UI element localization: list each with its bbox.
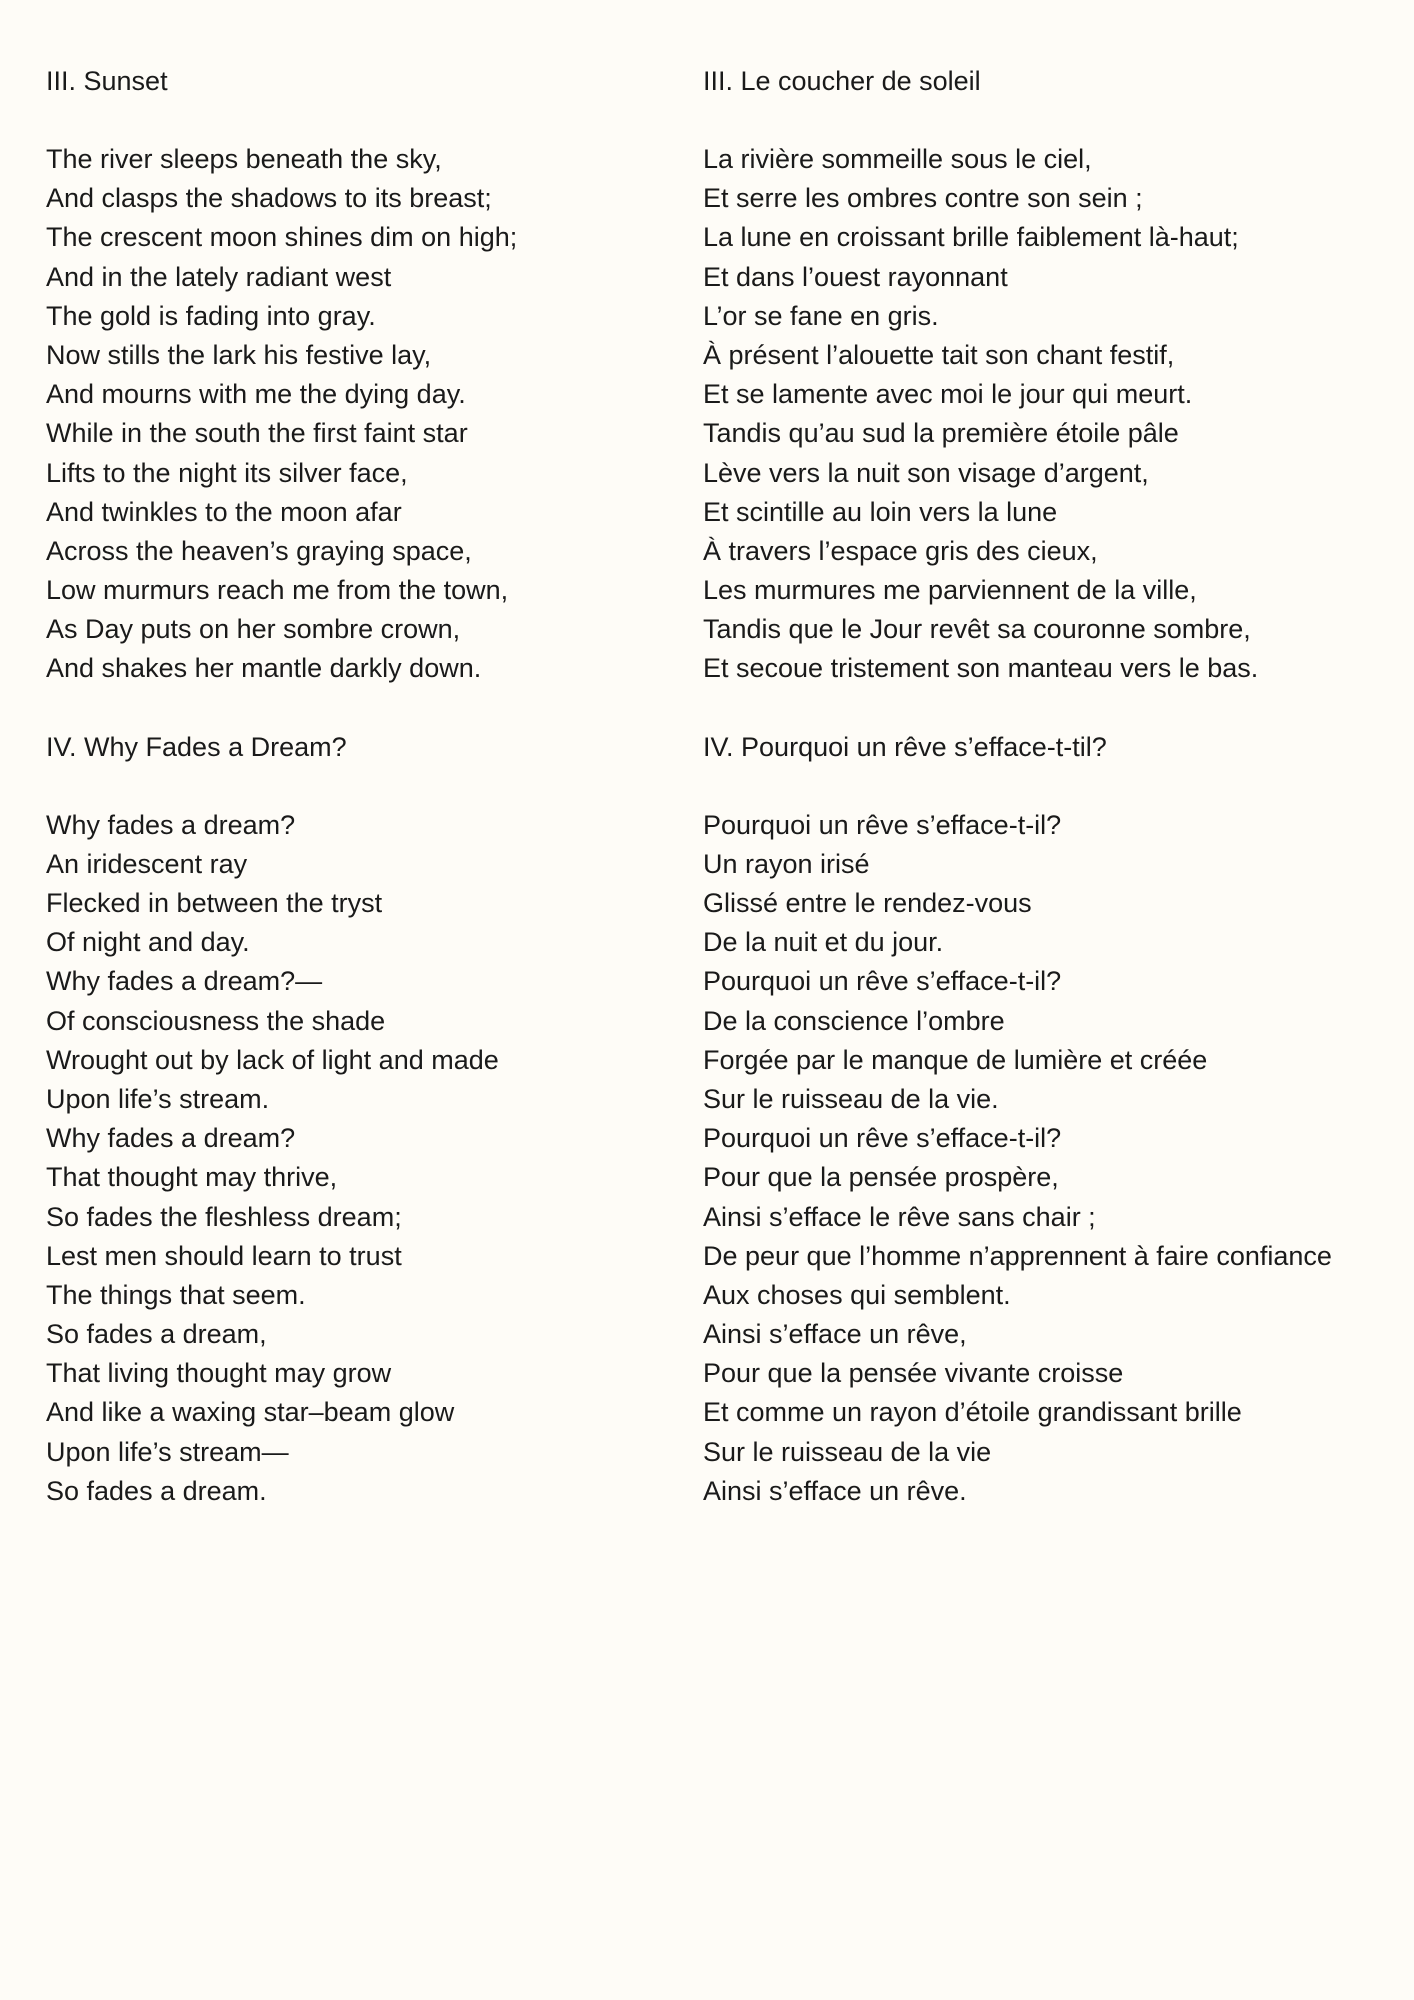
poem-line: That thought may thrive,: [46, 1162, 338, 1193]
poem-lines: [46, 806, 646, 1511]
poem-line: Why fades a dream?: [46, 1123, 296, 1154]
poem-line: So fades a dream.: [46, 1475, 267, 1506]
poem-line: Les murmures me parviennent de la ville,: [703, 575, 1197, 606]
poem-line: Now stills the lark his festive lay,: [46, 339, 432, 370]
poem-line: Lest men should learn to trust: [46, 1240, 402, 1271]
poem-line: That living thought may grow: [46, 1358, 392, 1389]
poem-section-sunset: [46, 62, 646, 689]
poem-line: Ainsi s’efface le rêve sans chair ;: [703, 1201, 1096, 1232]
poem-line: And twinkles to the moon afar: [46, 496, 402, 527]
poem-line: Tandis que le Jour revêt sa couronne sombre,: [703, 614, 1251, 645]
poem-lines: [703, 140, 1403, 689]
poem-line: La rivière sommeille sous le ciel,: [703, 144, 1092, 174]
poem-line: Pourquoi un rêve s’efface-t-il?: [703, 809, 1062, 840]
poem-line: So fades a dream,: [46, 1319, 267, 1350]
poem-line: Glissé entre le rendez-vous: [703, 888, 1032, 918]
poem-line: Et secoue tristement son manteau vers le bas.: [703, 653, 1259, 684]
poem-line: Un rayon irisé: [703, 848, 870, 879]
poem-line: Pour que la pensée prospère,: [703, 1162, 1059, 1193]
poem-line: Ainsi s’efface un rêve,: [703, 1319, 967, 1350]
poem-line: And shakes her mantle darkly down.: [46, 653, 482, 684]
poem-line: Pour que la pensée vivante croisse: [703, 1358, 1124, 1389]
poem-line: The gold is fading into gray.: [46, 300, 376, 331]
poem-line: Pourquoi un rêve s’efface-t-il?: [703, 1123, 1062, 1154]
poem-section-pourquoi-un-reve: [703, 728, 1403, 1511]
poem-section-why-fades-a-dream: [46, 728, 646, 1511]
poem-line: Of consciousness the shade: [46, 1005, 386, 1036]
poem-line: Sur le ruisseau de la vie.: [703, 1083, 999, 1114]
poem-line: Forgée par le manque de lumière et créée: [703, 1044, 1208, 1075]
poem-line: Lève vers la nuit son visage d’argent,: [703, 457, 1149, 488]
poem-line: De peur que l’homme n’apprennent à faire confiance: [703, 1240, 1332, 1271]
poem-line: Why fades a dream?: [46, 809, 296, 840]
poem-line: De la nuit et du jour.: [703, 927, 944, 958]
poem-line: And mourns with me the dying day.: [46, 379, 466, 410]
poem-line: As Day puts on her sombre crown,: [46, 614, 461, 645]
poem-line: So fades the fleshless dream;: [46, 1201, 402, 1232]
poem-line: Et dans l’ouest rayonnant: [703, 261, 1008, 292]
poem-line: Low murmurs reach me from the town,: [46, 575, 509, 606]
poem-line: Sur le ruisseau de la vie: [703, 1436, 992, 1467]
section-title: IV. Pourquoi un rêve s’efface-t-til?: [703, 731, 1107, 762]
poem-line: Upon life’s stream.: [46, 1083, 270, 1114]
poem-line: Wrought out by lack of light and made: [46, 1044, 499, 1075]
poem-line: Et serre les ombres contre son sein ;: [703, 183, 1143, 214]
poem-line: And in the lately radiant west: [46, 261, 392, 292]
poem-line: Upon life’s stream—: [46, 1436, 289, 1467]
section-title: IV. Why Fades a Dream?: [46, 731, 347, 762]
poem-line: De la conscience l’ombre: [703, 1005, 1005, 1036]
poem-line: Et scintille au loin vers la lune: [703, 496, 1058, 527]
poem-line: Of night and day.: [46, 927, 250, 958]
poem-line: Flecked in between the tryst: [46, 888, 383, 918]
poem-lines: [46, 140, 646, 689]
poem-line: Et se lamente avec moi le jour qui meurt.: [703, 379, 1193, 410]
poem-line: Aux choses qui semblent.: [703, 1279, 1011, 1310]
poem-line: Lifts to the night its silver face,: [46, 457, 408, 488]
poem-line: Ainsi s’efface un rêve.: [703, 1475, 967, 1506]
poem-line: L’or se fane en gris.: [703, 300, 939, 331]
poem-line: While in the south the first faint star: [46, 418, 468, 449]
poem-lines: [703, 806, 1403, 1511]
poem-line: The crescent moon shines dim on high;: [46, 222, 518, 253]
poem-line: Tandis qu’au sud la première étoile pâle: [703, 418, 1179, 449]
english-column: [46, 62, 646, 1511]
poem-line: Et comme un rayon d’étoile grandissant brille: [703, 1397, 1242, 1428]
poem-line: The things that seem.: [46, 1279, 306, 1310]
section-title: III. Sunset: [46, 66, 168, 96]
poem-line: À travers l’espace gris des cieux,: [703, 535, 1098, 566]
poem-line: And like a waxing star–beam glow: [46, 1397, 455, 1428]
poem-line: And clasps the shadows to its breast;: [46, 183, 492, 214]
poem-line: Pourquoi un rêve s’efface-t-il?: [703, 966, 1062, 997]
french-column: [703, 62, 1403, 1511]
poem-line: The river sleeps beneath the sky,: [46, 144, 442, 174]
poem-line: À présent l’alouette tait son chant festif,: [703, 339, 1175, 370]
section-title: III. Le coucher de soleil: [703, 66, 981, 96]
poem-line: La lune en croissant brille faiblement là-haut;: [703, 222, 1239, 253]
poem-line: Why fades a dream?—: [46, 966, 323, 997]
poem-line: An iridescent ray: [46, 848, 248, 879]
poem-section-le-coucher-de-soleil: [703, 62, 1403, 689]
poem-line: Across the heaven’s graying space,: [46, 535, 472, 566]
